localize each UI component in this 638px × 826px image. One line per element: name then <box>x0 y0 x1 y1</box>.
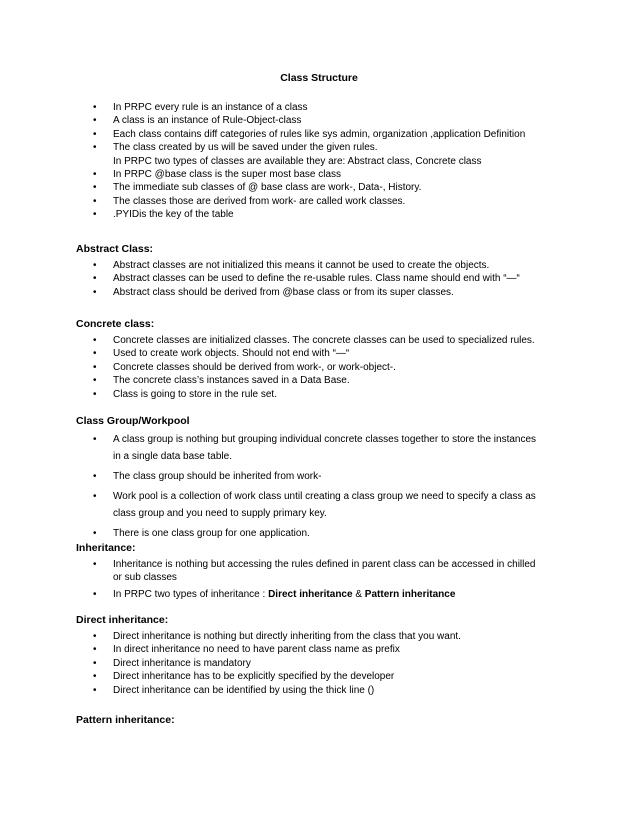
list-item: • Concrete classes should be derived from work-, or work-object-. <box>93 361 396 373</box>
class-group-section <box>76 413 576 545</box>
list-item: • Abstract classes are not initialized this means it cannot be used to create the objects. <box>93 260 490 271</box>
list-item: • Direct inheritance can be identified by using the thick line () <box>93 684 375 696</box>
list-item: • In PRPC every rule is an instance of a class <box>93 102 308 113</box>
bullet-icon: • <box>93 102 97 113</box>
inheritance-list <box>76 558 576 601</box>
bullet-icon: • <box>93 142 97 154</box>
section-heading: Class Group/Workpool <box>76 415 190 427</box>
bullet-icon: • <box>93 209 97 221</box>
section-heading: Abstract Class: <box>76 243 154 255</box>
list-item: • Each class contains diff categories of rules like sys admin, organization ,application Definition <box>93 128 526 140</box>
list-item: • Direct inheritance has to be explicitly specified by the developer <box>93 671 395 683</box>
list-item: • In PRPC two types of inheritance : Direct inheritance & Pattern inheritance <box>93 588 456 600</box>
list-item: • Abstract classes can be used to define the re-usable rules. Class name should end with “—“ <box>93 273 520 285</box>
bullet-icon: • <box>93 195 97 207</box>
class-group-list <box>76 431 576 542</box>
bullet-icon: • <box>93 286 97 298</box>
page-title: Class Structure <box>280 72 358 84</box>
bullet-icon: • <box>93 471 97 482</box>
bullet-icon: • <box>93 388 97 400</box>
bullet-icon: • <box>93 559 97 570</box>
list-item: • The classes those are derived from work- are called work classes. <box>93 195 406 207</box>
section-heading: Concrete class: <box>76 318 155 330</box>
bullet-icon: • <box>93 348 97 360</box>
list-item: • The concrete class’s instances saved in a Data Base. <box>93 375 350 387</box>
bullet-icon: • <box>93 169 97 181</box>
bullet-icon: • <box>93 115 97 127</box>
section-heading: Direct inheritance: <box>76 614 169 626</box>
bullet-icon: • <box>93 375 97 387</box>
pattern-inheritance-section <box>76 712 576 730</box>
inheritance-section <box>76 540 576 601</box>
list-item: • There is one class group for one application. <box>76 525 576 542</box>
list-item: • Class is going to store in the rule set. <box>93 388 277 400</box>
list-item: • A class group is nothing but grouping individual concrete classes together to store the instances in a single data base table. <box>76 431 576 465</box>
bullet-icon: • <box>93 671 97 683</box>
class-structure-section <box>76 101 576 222</box>
class-structure-list <box>76 101 576 222</box>
list-item: • In PRPC @base class is the super most base class <box>93 169 342 181</box>
list-item: • Concrete classes are initialized classes. The concrete classes can be used to specialized rules. <box>93 335 535 346</box>
list-item: • A class is an instance of Rule-Object-class <box>93 115 302 127</box>
abstract-class-list <box>76 259 576 299</box>
bullet-icon: • <box>93 434 97 445</box>
list-item: • .PYIDis the key of the table <box>93 209 234 221</box>
bullet-icon: • <box>93 491 97 502</box>
list-item: • The class created by us will be saved under the given rules. In PRPC two types of classes are available they are: Abstract class, Concrete class <box>93 142 482 167</box>
list-item: • Work pool is a collection of work class until creating a class group we need to specify a class as class group and you need to supply primary key. <box>76 488 576 522</box>
list-item: • Inheritance is nothing but accessing the rules defined in parent class can be accessed in chilled or sub classes <box>93 559 536 584</box>
list-item: • The immediate sub classes of @ base class are work-, Data-, History. <box>93 182 422 194</box>
bullet-icon: • <box>93 361 97 373</box>
bullet-icon: • <box>93 182 97 194</box>
bullet-icon: • <box>93 260 97 271</box>
bullet-icon: • <box>93 684 97 696</box>
list-item: • In direct inheritance no need to have parent class name as prefix <box>93 644 400 656</box>
list-item: • The class group should be inherited from work- <box>76 468 576 485</box>
list-item: • Abstract class should be derived from @base class or from its super classes. <box>93 286 454 298</box>
list-item: • Direct inheritance is nothing but directly inheriting from the class that you want. <box>93 631 461 642</box>
bullet-icon: • <box>93 528 97 539</box>
bullet-icon: • <box>93 588 97 600</box>
bullet-icon: • <box>93 273 97 285</box>
bullet-icon: • <box>93 335 97 346</box>
bullet-icon: • <box>93 631 97 642</box>
bullet-icon: • <box>93 128 97 140</box>
concrete-class-list <box>76 334 576 401</box>
section-heading: Pattern inheritance: <box>76 714 175 726</box>
abstract-class-section <box>76 241 576 299</box>
list-item: • Direct inheritance is mandatory <box>93 657 251 669</box>
section-heading: Inheritance: <box>76 542 136 554</box>
direct-inheritance-section <box>76 612 576 697</box>
direct-inheritance-list <box>76 630 576 697</box>
bullet-icon: • <box>93 644 97 656</box>
list-item: • Used to create work objects. Should not end with “—“ <box>93 348 350 360</box>
concrete-class-section <box>76 316 576 401</box>
bullet-icon: • <box>93 657 97 669</box>
